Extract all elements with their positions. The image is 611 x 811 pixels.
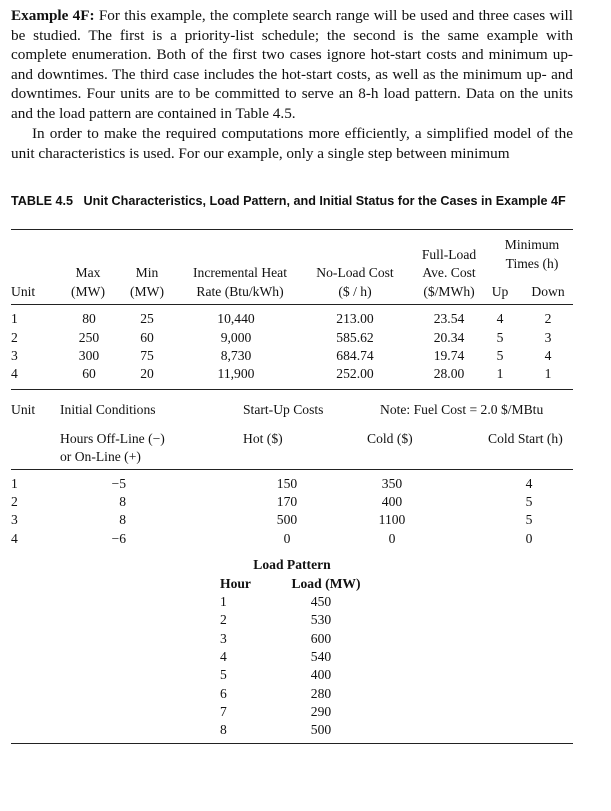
unit-inc: 11,900 (217, 366, 255, 381)
unit-id: 1 (11, 311, 18, 326)
unit-up: 4 (496, 311, 504, 326)
status-unit: 1 (11, 476, 18, 491)
status-hours: −6 (111, 531, 126, 546)
unit-min: 75 (140, 348, 154, 363)
unit-max: 300 (78, 348, 100, 363)
unit-fullload: 28.00 (433, 366, 465, 381)
unit-min: 60 (140, 330, 154, 345)
status-cold-start: 5 (525, 512, 533, 527)
unit-down: 4 (544, 348, 552, 363)
status-cold-start: 4 (525, 476, 533, 491)
table-bottom-rule (11, 743, 573, 744)
table-top-rule (11, 229, 573, 230)
header-unit: Unit (11, 284, 36, 299)
status-unit: 2 (11, 494, 18, 509)
header-min-times-1: Minimum (504, 237, 560, 252)
unit-max: 80 (82, 311, 96, 326)
load-hour: 6 (220, 686, 227, 701)
status-hot: 150 (276, 476, 298, 491)
load-value: 540 (310, 649, 332, 664)
status-hot: 170 (276, 494, 298, 509)
header-inc-1: Incremental Heat (193, 265, 287, 280)
header-fullload-1: Full-Load (421, 247, 477, 262)
header-min-1: Min (135, 265, 159, 280)
load-value: 600 (310, 631, 332, 646)
unit-down: 1 (544, 366, 552, 381)
unit-id: 3 (11, 348, 18, 363)
unit-down: 3 (544, 330, 552, 345)
status-unit: 4 (11, 531, 18, 546)
load-value: 290 (310, 704, 332, 719)
header2-fuel-note: Note: Fuel Cost = 2.0 $/MBtu (380, 402, 544, 417)
status-cold-start: 5 (525, 494, 533, 509)
example-text: For this example, the complete search range will be used and three cases will be studied. The first is a priority-list schedule; the second is the same example with complete enumeration. Both of the first two cases ignore hot-start costs and minimum up- and downtimes. The third case includes the hot-start costs, as well as the minimum up- and downtimes. Four units are to be committed to serve an 8-h load pattern. Data on the units and the load pattern are contained in Table 4.5. (11, 7, 573, 122)
load-value: 500 (310, 722, 332, 737)
header2-hours-2: or On-Line (+) (60, 449, 141, 464)
load-hour-header: Hour (220, 576, 251, 591)
header-fullload-3: ($/MWh) (423, 284, 475, 299)
status-cold: 0 (388, 531, 396, 546)
table-caption-text: Unit Characteristics, Load Pattern, and Initial Status for the Cases in Example 4F (83, 194, 566, 208)
unit-fullload: 20.34 (433, 330, 465, 345)
status-hot: 500 (276, 512, 298, 527)
load-value: 530 (310, 612, 332, 627)
load-value: 280 (310, 686, 332, 701)
header2-hours-1: Hours Off-Line (−) (60, 431, 165, 446)
example-paragraph (11, 6, 573, 124)
status-cold-start: 0 (525, 531, 533, 546)
unit-up: 1 (496, 366, 504, 381)
unit-id: 2 (11, 330, 18, 345)
unit-noload: 252.00 (336, 366, 374, 381)
header2-startup-costs: Start-Up Costs (243, 402, 324, 417)
header2-initial-conditions: Initial Conditions (60, 402, 156, 417)
status-hours: 8 (119, 494, 126, 509)
status-cold: 1100 (378, 512, 406, 527)
header2-cold: Cold ($) (367, 431, 413, 446)
status-hours: −5 (111, 476, 126, 491)
unit-down: 2 (544, 311, 552, 326)
header-inc-2: Rate (Btu/kWh) (196, 284, 284, 299)
header-noload-2: ($ / h) (338, 284, 372, 299)
load-hour: 8 (220, 722, 227, 737)
section-rule (11, 389, 573, 390)
unit-min: 20 (140, 366, 154, 381)
status-cold: 350 (381, 476, 403, 491)
status-unit: 3 (11, 512, 18, 527)
load-hour: 1 (220, 594, 227, 609)
load-mw-header: Load (MW) (291, 576, 361, 591)
header-min-times-2: Times (h) (505, 256, 559, 271)
unit-inc: 8,730 (220, 348, 252, 363)
unit-max: 60 (82, 366, 96, 381)
unit-id: 4 (11, 366, 18, 381)
load-value: 450 (310, 594, 332, 609)
unit-noload: 684.74 (336, 348, 374, 363)
load-hour: 3 (220, 631, 227, 646)
table-caption-label: TABLE 4.5 (11, 194, 74, 208)
header2-unit: Unit (11, 402, 36, 417)
unit-inc: 10,440 (217, 311, 255, 326)
unit-max: 250 (78, 330, 100, 345)
example-paragraph-2: In order to make the required computations more efficiently, a simplified model of the unit characteristics is used. For our example, only a single step between minimum (11, 125, 573, 162)
header-min-2: (MW) (130, 284, 164, 299)
unit-noload: 585.62 (336, 330, 374, 345)
header-rule (11, 304, 573, 305)
unit-inc: 9,000 (220, 330, 252, 345)
unit-fullload: 19.74 (433, 348, 465, 363)
header-max-1: Max (75, 265, 101, 280)
status-hot: 0 (283, 531, 291, 546)
example-label: Example 4F: (11, 7, 95, 24)
header-noload-1: No-Load Cost (316, 265, 394, 280)
unit-up: 5 (496, 330, 504, 345)
header-fullload-2: Ave. Cost (422, 265, 476, 280)
load-pattern-title: Load Pattern (253, 557, 331, 572)
unit-min: 25 (140, 311, 154, 326)
header2-cold-start: Cold Start (h) (488, 431, 563, 446)
header2-hot: Hot ($) (243, 431, 283, 446)
table-caption (11, 193, 571, 209)
unit-up: 5 (496, 348, 504, 363)
load-hour: 7 (220, 704, 227, 719)
header-down: Down (531, 284, 565, 299)
header-up: Up (491, 284, 509, 299)
unit-fullload: 23.54 (433, 311, 465, 326)
load-hour: 2 (220, 612, 227, 627)
header2-rule (11, 469, 573, 470)
unit-noload: 213.00 (336, 311, 374, 326)
load-hour: 4 (220, 649, 227, 664)
status-cold: 400 (381, 494, 403, 509)
load-value: 400 (310, 667, 332, 682)
status-hours: 8 (119, 512, 126, 527)
load-hour: 5 (220, 667, 227, 682)
header-max-2: (MW) (71, 284, 105, 299)
